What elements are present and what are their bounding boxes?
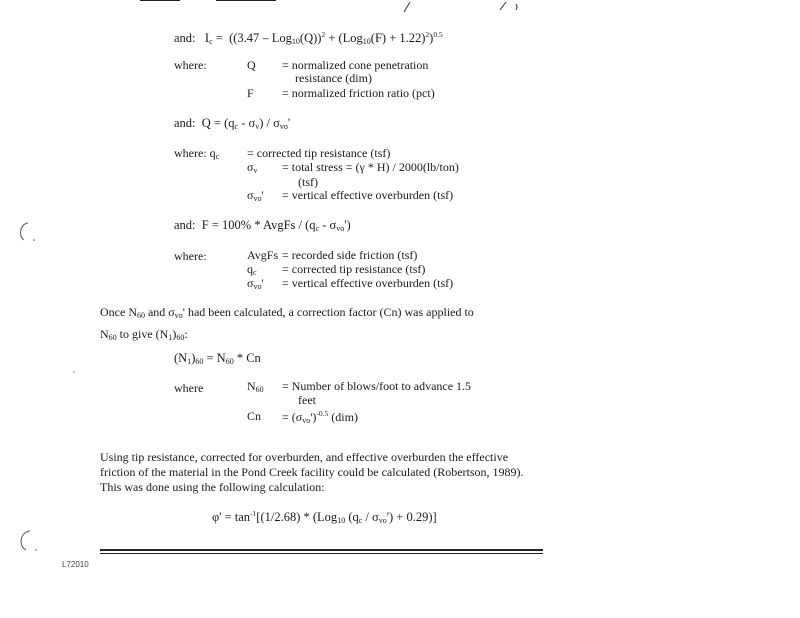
scan-speck bbox=[72, 370, 76, 374]
where1-desc-q: = normalized cone penetration bbox=[282, 58, 429, 72]
where3-label: where: bbox=[174, 249, 207, 263]
where3-desc-avgfs: = recorded side friction (tsf) bbox=[282, 248, 418, 262]
binder-hole-mark bbox=[14, 528, 40, 554]
handwritten-mark bbox=[400, 0, 530, 14]
where4-desc-n60: = Number of blows/foot to advance 1.5 bbox=[282, 379, 472, 393]
where4-desc-cn: = $(\sigma_{vo}')^{-0.5}$ (dim) bbox=[282, 409, 358, 425]
where4-sym-n60: $N_{60}$ bbox=[247, 379, 264, 394]
paragraph-correction-factor: Once $N_{60}$ and $\sigma_{vo}'$ had been calculated, a correction factor (Cn) was applied to $N_{60}$ to give $(N_1)_{60}$: bbox=[100, 305, 474, 342]
where2-sym-svo: $\sigma_{vo}'$ bbox=[247, 188, 264, 203]
f-equation: and: F = 100% * AvgFs / $(q_c - \sigma_{vo}')$ bbox=[174, 218, 351, 233]
where3-sym-qc: $q_c$ bbox=[247, 262, 257, 277]
where4-desc-n60-cont: feet bbox=[298, 393, 316, 407]
top-rule-fragment bbox=[216, 0, 276, 1]
para2-line: Using tip resistance, corrected for overburden, and effective overburden the effective bbox=[100, 450, 509, 464]
where1-desc-f: = normalized friction ratio (pct) bbox=[282, 86, 435, 100]
where2-desc-qc: = corrected tip resistance (tsf) bbox=[247, 146, 391, 160]
phi-equation: $\varphi' = \tan^{-1}[(1/2.68) * (Log_{10}$ $(q_c / \sigma_{vo}') + 0.29$)] bbox=[212, 509, 437, 525]
where1-sym-f: F bbox=[247, 86, 254, 100]
para2-line: This was done using the following calculation: bbox=[100, 480, 325, 494]
para2-line: friction of the material in the Pond Creek facility could be calculated (Robertson, 1989). bbox=[100, 465, 524, 479]
binder-hole-mark bbox=[14, 220, 38, 244]
where1-desc-q-cont: resistance (dim) bbox=[295, 71, 372, 85]
where1-label: where: bbox=[174, 58, 207, 72]
n1-equation: $(N_1)_{60} = N_{60} * Cn$ bbox=[174, 351, 261, 366]
footer-rule-bottom bbox=[100, 553, 543, 554]
where3-sym-avgfs: AvgFs bbox=[247, 248, 279, 262]
paragraph-friction-calc bbox=[100, 450, 524, 495]
q-equation: and: $Q = (q_c - \sigma_v) / \sigma_{vo}'$ bbox=[174, 116, 291, 131]
footer-rule-top bbox=[100, 549, 543, 551]
where3-desc-qc: = corrected tip resistance (tsf) bbox=[282, 262, 426, 276]
top-rule-fragment bbox=[140, 0, 180, 1]
where2-label: where: $q_c$ bbox=[174, 146, 220, 161]
where2-desc-svo: = vertical effective overburden (tsf) bbox=[282, 188, 454, 202]
where1-sym-q: Q bbox=[247, 58, 256, 72]
where2-desc-sv-cont: (tsf) bbox=[298, 175, 318, 189]
where3-desc-svo: = vertical effective overburden (tsf) bbox=[282, 276, 454, 290]
footer-code: L72010 bbox=[62, 560, 89, 569]
where2-desc-sv: = total stress = (γ * H) / 2000(lb/ton) bbox=[282, 160, 459, 174]
ic-equation: and: $I_c = ((3.47 - Log_{10}(Q))^2 + (Log_{10}(F) + 1.22)^2)^{0.5}$ bbox=[174, 30, 443, 46]
where3-sym-svo: $\sigma_{vo}'$ bbox=[247, 276, 264, 291]
where2-sym-sv: $\sigma_v$ bbox=[247, 160, 258, 175]
where4-label: where bbox=[174, 381, 204, 395]
where4-sym-cn: Cn bbox=[247, 409, 262, 423]
